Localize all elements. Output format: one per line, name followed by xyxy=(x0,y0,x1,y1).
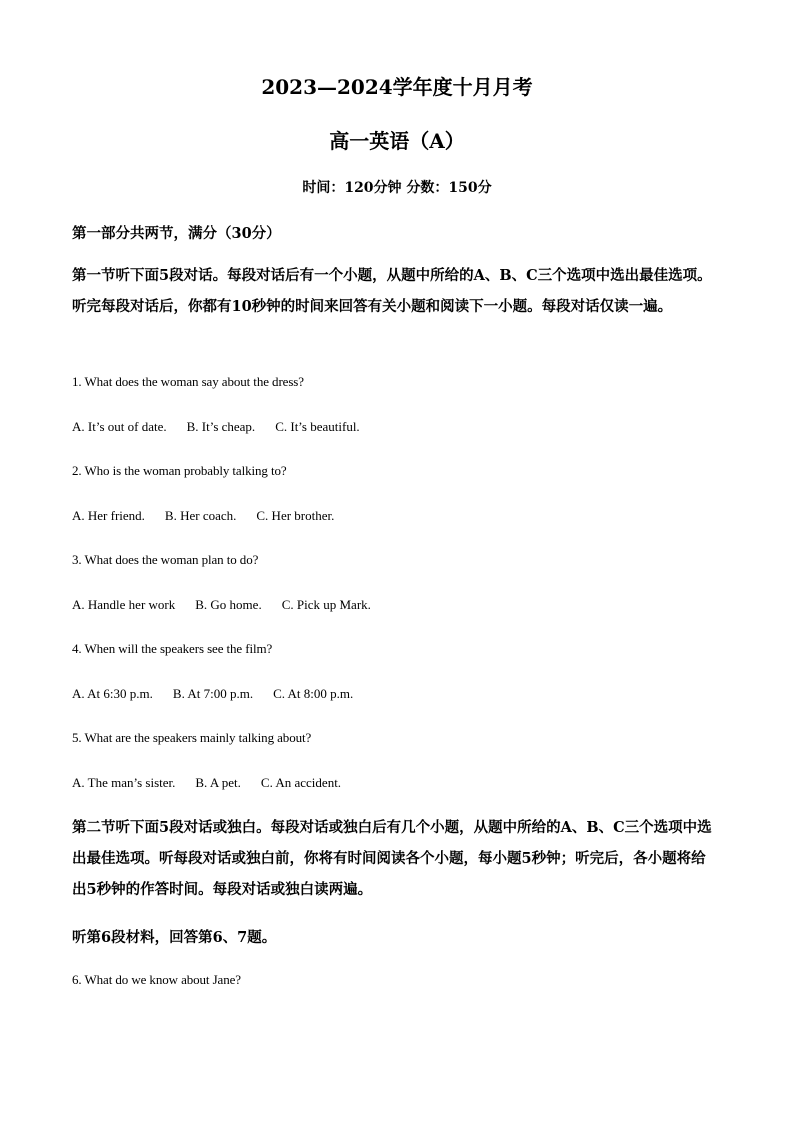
q1-option-a: A. It’s out of date. xyxy=(72,419,167,434)
question-3-options xyxy=(72,597,722,613)
q3-option-b: B. Go home. xyxy=(195,597,262,612)
question-1-options xyxy=(72,419,722,435)
question-3: 3. What does the woman plan to do? xyxy=(72,552,259,567)
q4-option-a: A. At 6:30 p.m. xyxy=(72,686,153,701)
question-2: 2. Who is the woman probably talking to? xyxy=(72,463,287,478)
q4-option-c: C. At 8:00 p.m. xyxy=(273,686,354,701)
material-6-heading: 听第6段材料，回答第6、7题。 xyxy=(72,929,277,946)
question-5: 5. What are the speakers mainly talking about? xyxy=(72,730,312,745)
question-2-options xyxy=(72,508,722,524)
question-4-options xyxy=(72,686,722,702)
q2-option-a: A. Her friend. xyxy=(72,508,145,523)
section1-instructions: 第一节听下面5段对话。每段对话后有一个小题，从题中所给的A、B、C三个选项中选出最佳选项。听完每段对话后，你都有10秒钟的时间来回答有关小题和阅读下一小题。每段对话仅读一遍。 xyxy=(72,267,712,315)
q1-option-c: C. It’s beautiful. xyxy=(275,419,360,434)
q2-option-b: B. Her coach. xyxy=(164,508,237,523)
question-1: 1. What does the woman say about the dress? xyxy=(72,374,304,389)
q4-option-b: B. At 7:00 p.m. xyxy=(172,686,254,701)
q3-option-a: A. Handle her work xyxy=(72,597,176,612)
exam-title: 2023—2024学年度十月月考 xyxy=(261,75,533,99)
q2-option-c: C. Her brother. xyxy=(256,508,335,523)
q3-option-c: C. Pick up Mark. xyxy=(281,597,371,612)
q1-option-b: B. It’s cheap. xyxy=(186,419,256,434)
q5-option-c: C. An accident. xyxy=(260,775,342,790)
q5-option-b: B. A pet. xyxy=(195,775,241,790)
question-5-options xyxy=(72,775,722,791)
q5-option-a: A. The man’s sister. xyxy=(72,775,176,790)
exam-meta: 时间：120分钟 分数：150分 xyxy=(302,180,492,196)
question-6: 6. What do we know about Jane? xyxy=(72,972,241,987)
question-4: 4. When will the speakers see the film? xyxy=(72,641,273,656)
subject-title: 高一英语（A） xyxy=(329,129,465,153)
part1-heading: 第一部分共两节，满分（30分） xyxy=(72,225,281,242)
section2-instructions: 第二节听下面5段对话或独白。每段对话或独白后有几个小题，从题中所给的A、B、C三个选项中选出最佳选项。听每段对话或独白前，你将有时间阅读各个小题，每小题5秒钟；听完后，各小题将给出5秒钟的作答时间。每段对话或独白读两遍。 xyxy=(72,819,712,898)
